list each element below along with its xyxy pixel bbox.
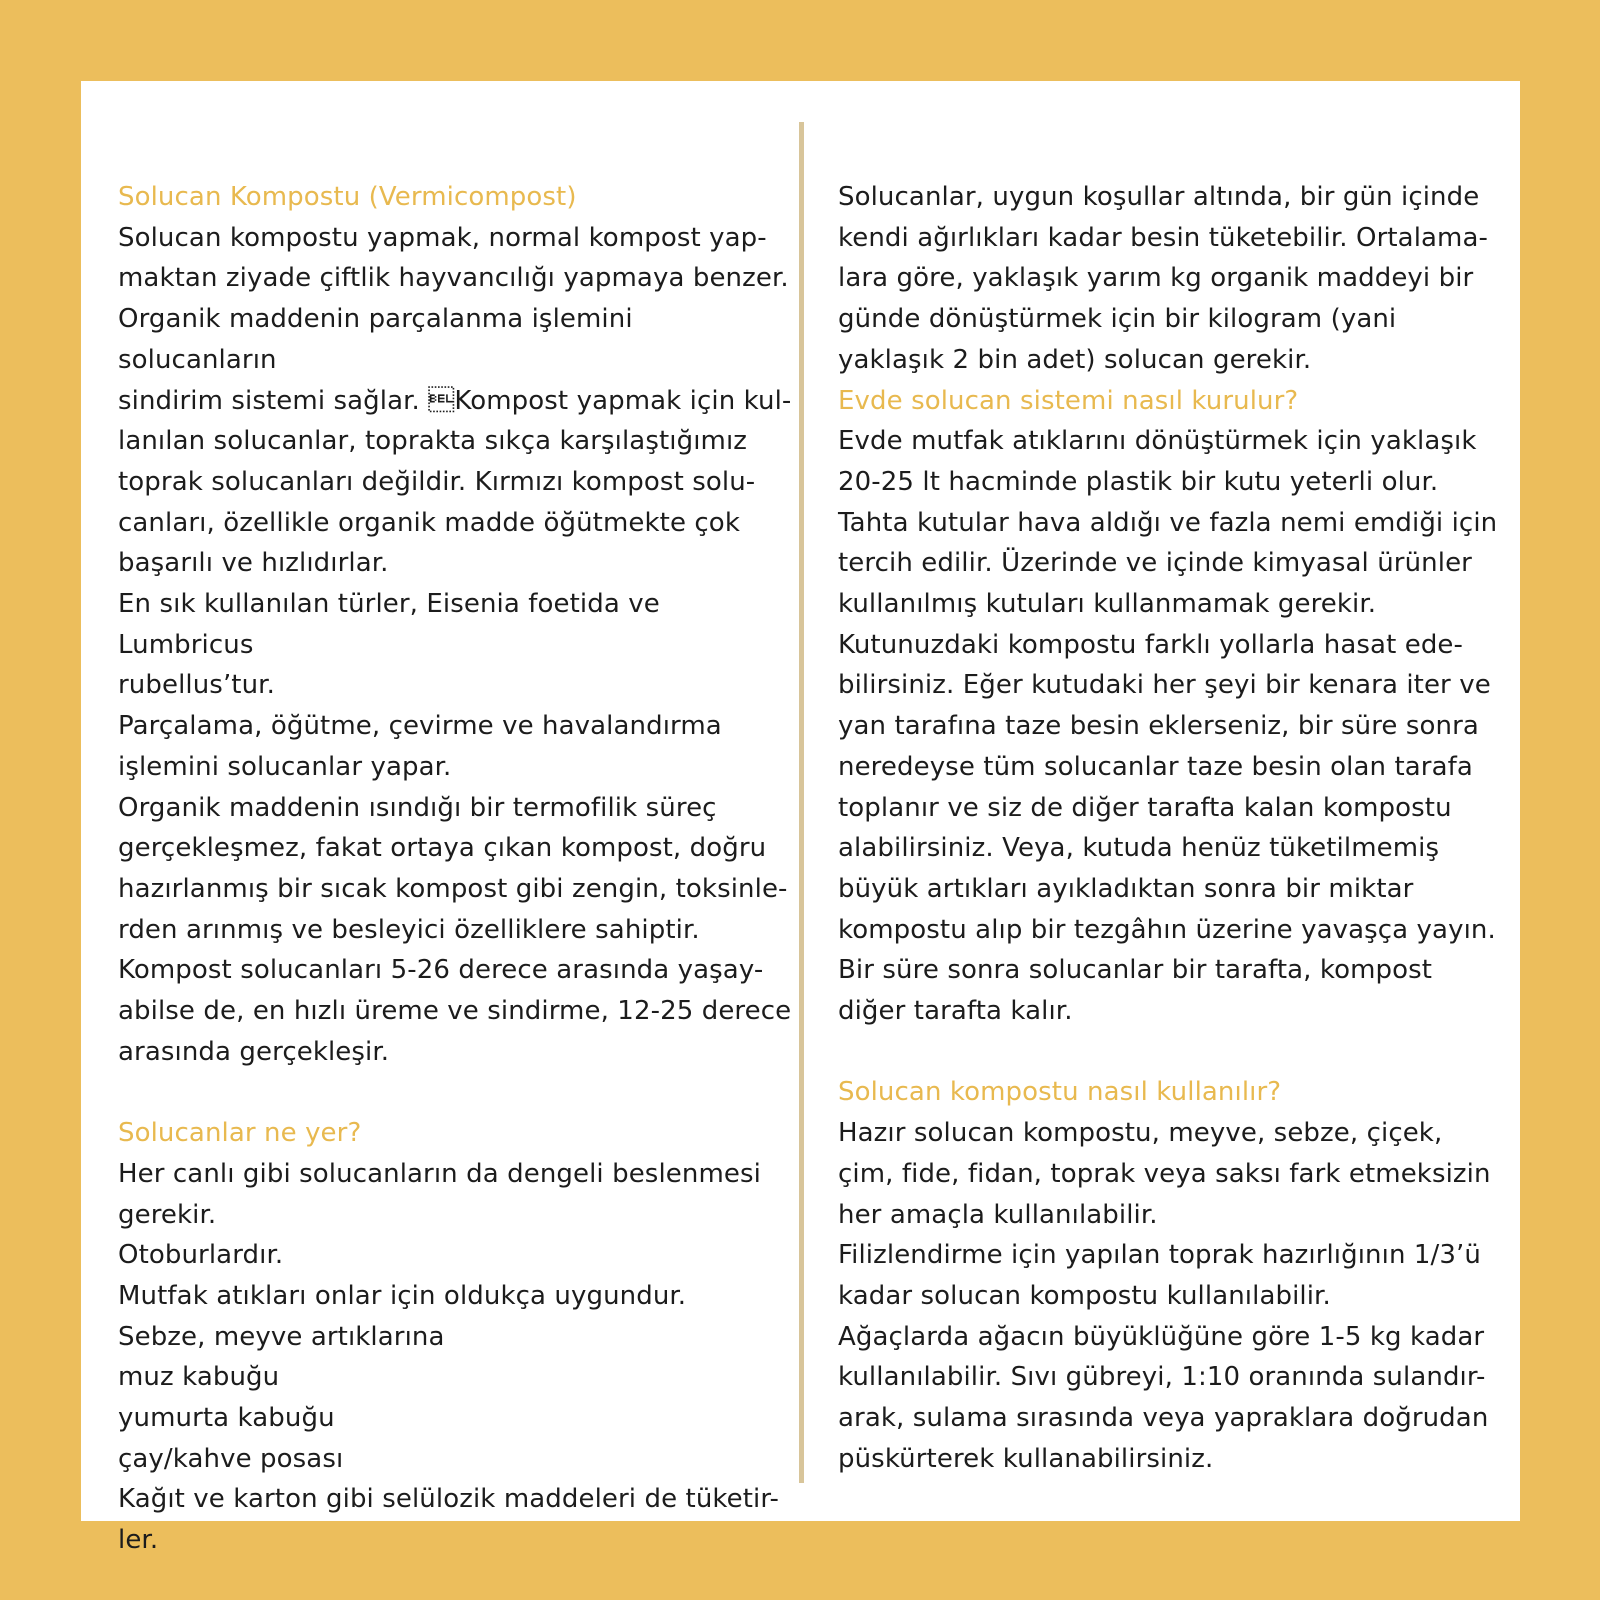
section-heading-food: Solucanlar ne yer?: [118, 1118, 362, 1149]
paragraph-intro: Solucan kompostu yapmak, normal kompost yap- maktan ziyade çiftlik hayvancılığı yapmaya benzer. Organik maddenin parçalanma işlemini solucanların sindirim sistemi sağlar. Kompost yapmak için kul- lanılan solucanlar, toprakta sıkça karşılaştığımız toprak solucanları değildir. Kırmızı kompost solu- canları, özellikle organik madde öğütmekte çok başarılı ve hızlıdırlar.: [118, 222, 792, 579]
paragraph-usage-seedling: Filizlendirme için yapılan toprak hazırlığının 1/3’ü kadar solucan kompostu kullanılabilir.: [838, 1240, 1481, 1311]
paragraph-temperature: Kompost solucanları 5-26 derece arasında yaşay- abilse de, en hızlı üreme ve sindirme, 12-25 derece arasında gerçekleşir.: [118, 955, 792, 1067]
paragraph-species: En sık kullanılan türler, Eisenia foetida ve Lumbricus rubellus’tur.: [118, 589, 660, 701]
paragraph-food-paper: Kağıt ve karton gibi selülozik maddeleri de tüketir- ler.: [118, 1484, 779, 1556]
paragraph-setup-box: Evde mutfak atıklarını dönüştürmek için yaklaşık 20-25 lt hacminde plastik bir kutu yeterli olur. Tahta kutular hava aldığı ve fazla nemi emdiği için tercih edilir. Üzerinde ve içinde kimyasal ürünler kullanılmış kutuları kullanmamak gerekir.: [838, 426, 1498, 620]
list-item: çay/kahve posası: [118, 1443, 344, 1474]
section-heading-setup: Evde solucan sistemi nasıl kurulur?: [838, 385, 1299, 416]
page-sheet: [81, 81, 1520, 1556]
list-item: muz kabuğu: [118, 1362, 280, 1393]
list-item: Otoburlardır.: [118, 1240, 284, 1271]
list-item: Mutfak atıkları onlar için oldukça uygundur.: [118, 1280, 687, 1311]
paragraph-harvest: Kutunuzdaki kompostu farklı yollarla hasat ede- bilirsiniz. Eğer kutudaki her şeyi bir kenara iter ve yan tarafına taze besin eklerseniz, bir süre sonra neredeyse tüm solucanlar taze besin olan tarafa toplanır ve siz de diğer tarafta kalan kompostu alabilirsiniz. Veya, kutuda henüz tüketilmemiş büyük artıkları ayıkladıktan sonra bir miktar kompostu alıp bir tezgâhın üzerine yavaşça yayın. Bir süre sonra solucanlar bir tarafta, kompost diğer tarafta kalır.: [838, 629, 1496, 1027]
section-heading-usage: Solucan kompostu nasıl kullanılır?: [838, 1077, 1282, 1108]
right-column: [838, 177, 1503, 1479]
list-item: Sebze, meyve artıklarına: [118, 1321, 445, 1352]
paragraph-consumption: Solucanlar, uygun koşullar altında, bir gün içinde kendi ağırlıkları kadar besin tüketebilir. Ortalama- lara göre, yaklaşık yarım kg organik maddeyi bir günde dönüştürmek için bir kilogram (yani yaklaşık 2 bin adet) solucan gerekir.: [838, 182, 1488, 375]
section-heading-vermicompost: Solucan Kompostu (Vermicompost): [118, 182, 577, 212]
left-column: [118, 177, 794, 1561]
column-divider: [799, 122, 804, 1483]
paragraph-usage-trees: Ağaçlarda ağacın büyüklüğüne göre 1-5 kg kadar kullanılabilir. Sıvı gübreyi, 1:10 oranında sulandır- arak, sulama sırasında veya yapraklara doğrudan püskürterek kullanabilirsiniz.: [838, 1321, 1489, 1474]
paragraph-usage-general: Hazır solucan kompostu, meyve, sebze, çiçek, çim, fide, fidan, toprak veya saksı fark etmeksizin her amaçla kullanılabilir.: [838, 1118, 1491, 1230]
spacer: [838, 1032, 1503, 1073]
list-item: yumurta kabuğu: [118, 1403, 335, 1434]
paragraph-thermophilic: Organik maddenin ısındığı bir termofilik süreç gerçekleşmez, fakat ortaya çıkan kompost, doğru hazırlanmış bir sıcak kompost gibi zengin, toksinle- rden arınmış ve besleyici özelliklere sahiptir.: [118, 792, 788, 945]
paragraph-food-intro: Her canlı gibi solucanların da dengeli beslenmesi gerekir.: [118, 1158, 761, 1230]
paragraph-process: Parçalama, öğütme, çevirme ve havalandırma işlemini solucanlar yapar.: [118, 711, 722, 782]
spacer: [118, 1072, 794, 1113]
